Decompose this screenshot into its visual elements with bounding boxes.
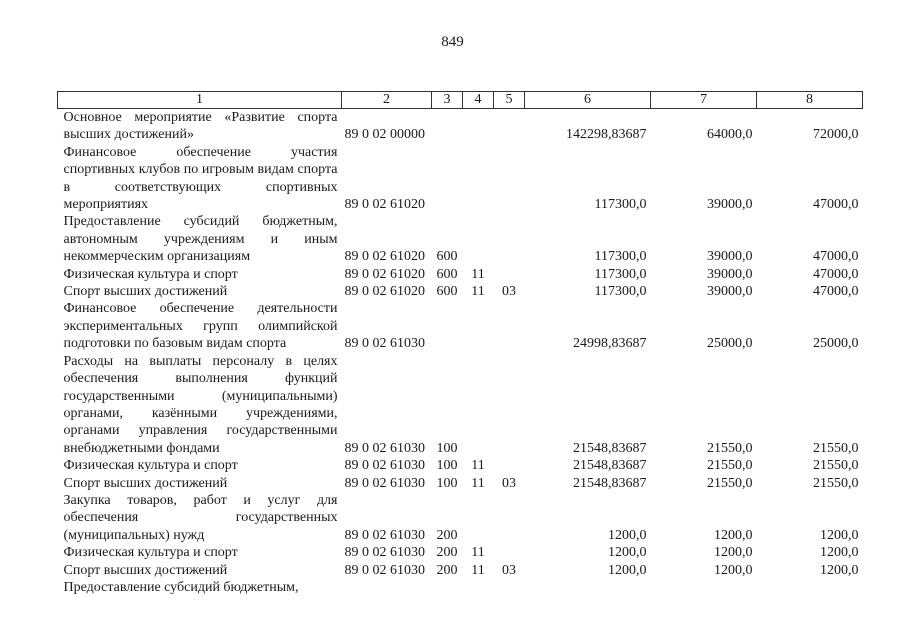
row-code: 89 0 02 61030 (344, 475, 425, 491)
row-col-5 (494, 544, 525, 561)
header-col-5: 5 (494, 92, 525, 109)
table-row (58, 300, 863, 352)
row-col-3: 100 (436, 440, 458, 456)
row-col-4: 11 (471, 475, 485, 491)
row-value-8: 72000,0 (813, 127, 859, 143)
row-name: Спорт высших достижений (63, 284, 228, 300)
table-row (58, 562, 863, 579)
row-value-8: 25000,0 (813, 336, 859, 352)
row-col-5 (494, 579, 525, 596)
row-value-8: 47000,0 (813, 266, 859, 282)
table-row (58, 353, 863, 457)
row-code: 89 0 02 61030 (344, 458, 425, 474)
row-col-4 (463, 109, 494, 144)
table-row (58, 266, 863, 283)
row-col-3: 200 (436, 545, 458, 561)
row-name: Основное мероприятие «Развитие спорта высших достижений» (63, 110, 338, 143)
header-col-4: 4 (463, 92, 494, 109)
row-code: 89 0 02 61030 (344, 440, 425, 456)
row-value-8: 1200,0 (820, 527, 859, 543)
row-name: Финансовое обеспечение участия спортивных клубов по игровым видам спорта в соответствующих спортивных мероприятиях (63, 144, 338, 213)
row-name: Физическая культура и спорт (63, 545, 238, 561)
row-code: 89 0 02 61020 (344, 284, 425, 300)
row-value-6: 1200,0 (608, 545, 647, 561)
table-body (58, 109, 863, 597)
row-code (342, 579, 432, 596)
row-col-5 (494, 300, 525, 352)
header-col-2: 2 (342, 92, 432, 109)
header-row (58, 92, 863, 109)
row-col-4 (463, 300, 494, 352)
row-col-5: 03 (502, 475, 516, 491)
row-col-3: 600 (436, 249, 458, 265)
page-number: 849 (441, 34, 464, 50)
row-name: Спорт высших достижений (63, 562, 228, 578)
row-value-7: 25000,0 (707, 336, 753, 352)
row-code: 89 0 02 61020 (344, 249, 425, 265)
row-code: 89 0 02 61030 (344, 336, 425, 352)
row-value-6: 24998,83687 (573, 336, 647, 352)
row-col-3: 200 (436, 562, 458, 578)
row-value-8: 1200,0 (820, 545, 859, 561)
table-row (58, 579, 863, 596)
row-name: Предоставление субсидий бюджетным, автономным учреждениям и иным некоммерческим организациям (63, 214, 338, 265)
header-col-7: 7 (651, 92, 757, 109)
row-value-6: 1200,0 (608, 562, 647, 578)
row-value-7: 39000,0 (707, 284, 753, 300)
header-col-6: 6 (525, 92, 651, 109)
row-value-6 (525, 579, 651, 596)
row-value-7: 21550,0 (707, 440, 753, 456)
header-col-3: 3 (432, 92, 463, 109)
row-value-8: 21550,0 (813, 475, 859, 491)
row-col-5 (494, 492, 525, 544)
row-value-8: 1200,0 (820, 562, 859, 578)
row-code: 89 0 02 61020 (344, 266, 425, 282)
row-code: 89 0 02 61030 (344, 562, 425, 578)
row-col-4: 11 (471, 266, 485, 282)
row-value-7: 39000,0 (707, 266, 753, 282)
row-value-6: 142298,83687 (566, 127, 647, 143)
row-code: 89 0 02 61020 (344, 197, 425, 213)
row-col-3: 200 (436, 527, 458, 543)
table-row (58, 492, 863, 544)
budget-table (57, 91, 863, 596)
row-value-8: 47000,0 (813, 249, 859, 265)
row-col-3 (432, 579, 463, 596)
row-name: Предоставление субсидий бюджетным, (63, 579, 299, 595)
table-row (58, 283, 863, 300)
row-name: Расходы на выплаты персоналу в целях обеспечения выполнения функций государственными (муниципальными) органами, казёнными учреждениями, органами управления государственными внебюджетными фондами (63, 353, 338, 456)
table-row (58, 475, 863, 492)
row-name: Физическая культура и спорт (63, 458, 238, 474)
table-row (58, 109, 863, 144)
row-value-8 (757, 579, 863, 596)
row-code: 89 0 02 61030 (344, 527, 425, 543)
row-value-7: 21550,0 (707, 458, 753, 474)
row-value-7: 39000,0 (707, 249, 753, 265)
row-col-5 (494, 353, 525, 457)
row-value-6: 117300,0 (594, 197, 647, 213)
row-col-4 (463, 492, 494, 544)
row-code: 89 0 02 61030 (344, 545, 425, 561)
row-col-3: 100 (436, 458, 458, 474)
row-col-4 (463, 144, 494, 214)
row-col-4: 11 (471, 545, 485, 561)
row-col-5 (494, 213, 525, 265)
row-value-6: 117300,0 (594, 266, 647, 282)
row-value-8: 21550,0 (813, 458, 859, 474)
row-col-4 (463, 213, 494, 265)
row-value-6: 117300,0 (594, 284, 647, 300)
row-col-3: 600 (436, 284, 458, 300)
row-value-7 (651, 579, 757, 596)
row-value-6: 1200,0 (608, 527, 647, 543)
row-col-3: 100 (436, 475, 458, 491)
row-value-7: 21550,0 (707, 475, 753, 491)
row-col-3 (432, 300, 463, 352)
row-col-5 (494, 457, 525, 474)
row-value-6: 21548,83687 (573, 458, 647, 474)
row-value-8: 47000,0 (813, 197, 859, 213)
row-col-3 (432, 144, 463, 214)
header-col-8: 8 (757, 92, 863, 109)
row-col-4 (463, 579, 494, 596)
header-col-1: 1 (58, 92, 342, 109)
row-value-8: 21550,0 (813, 440, 859, 456)
table-row (58, 457, 863, 474)
row-code: 89 0 02 00000 (344, 127, 425, 143)
row-value-6: 21548,83687 (573, 475, 647, 491)
table-row (58, 144, 863, 214)
row-value-7: 39000,0 (707, 197, 753, 213)
row-col-5: 03 (502, 562, 516, 578)
row-col-5 (494, 109, 525, 144)
row-value-7: 1200,0 (714, 562, 753, 578)
row-value-7: 1200,0 (714, 527, 753, 543)
row-name: Закупка товаров, работ и услуг для обеспечения государственных (муниципальных) нужд (63, 492, 338, 543)
row-col-4: 11 (471, 562, 485, 578)
row-value-6: 21548,83687 (573, 440, 647, 456)
row-name: Физическая культура и спорт (63, 266, 238, 282)
row-col-3: 600 (436, 266, 458, 282)
row-col-4: 11 (471, 458, 485, 474)
row-name: Финансовое обеспечение деятельности экспериментальных групп олимпийской подготовки по базовым видам спорта (63, 301, 338, 352)
row-value-7: 1200,0 (714, 545, 753, 561)
table-row (58, 213, 863, 265)
row-name: Спорт высших достижений (63, 475, 228, 491)
row-col-5 (494, 266, 525, 283)
row-value-7: 64000,0 (707, 127, 753, 143)
row-col-5 (494, 144, 525, 214)
row-col-3 (432, 109, 463, 144)
row-value-6: 117300,0 (594, 249, 647, 265)
row-value-8: 47000,0 (813, 284, 859, 300)
row-col-4 (463, 353, 494, 457)
row-col-5: 03 (502, 284, 516, 300)
row-col-4: 11 (471, 284, 485, 300)
table-row (58, 544, 863, 561)
